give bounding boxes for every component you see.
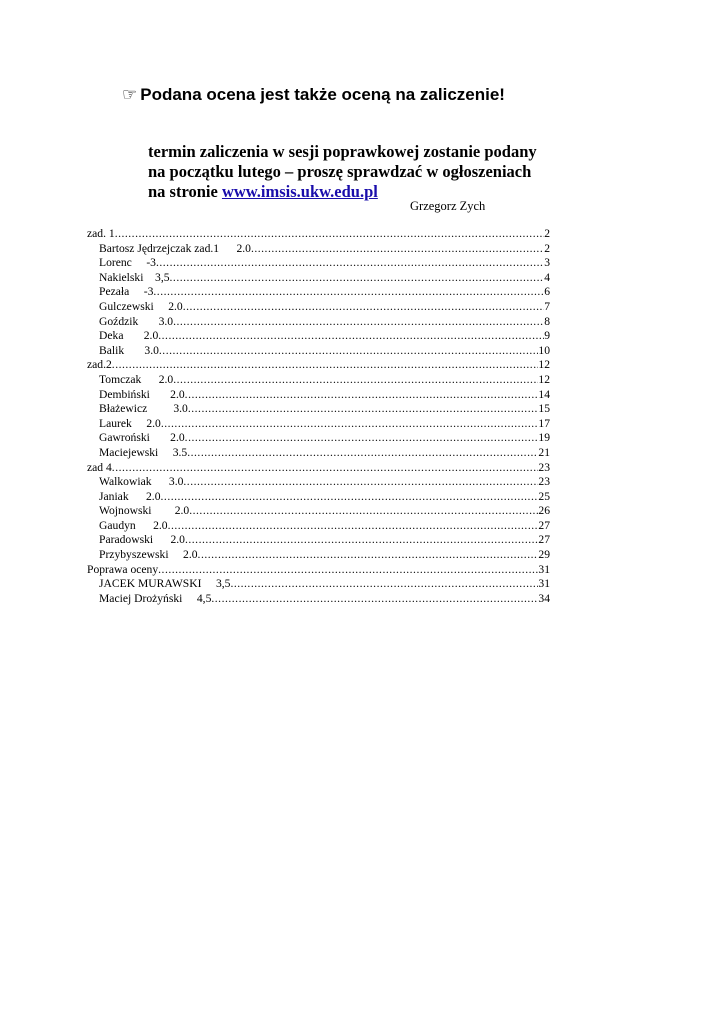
toc-entry-label: zad.2 xyxy=(87,358,112,372)
toc-page-number: 4 xyxy=(544,270,550,284)
toc-entry-label: Balik 3.0 xyxy=(99,343,159,357)
toc-entry-label: Lorenc -3 xyxy=(99,256,156,270)
toc-leader-dots xyxy=(158,563,538,578)
toc-page-number: 15 xyxy=(538,402,550,416)
toc-section[interactable] xyxy=(87,563,550,578)
toc-leader-dots xyxy=(168,519,539,534)
notice-line-2: na początku lutego – proszę sprawdzać w ogłoszeniach xyxy=(148,162,532,181)
toc-entry-label: Tomczak 2.0 xyxy=(99,372,174,386)
toc-entry-label: Bartosz Jędrzejczak zad.1 2.0 xyxy=(99,241,251,255)
toc-entry-label: zad 4 xyxy=(87,460,112,474)
toc-page-number: 27 xyxy=(538,533,550,547)
toc-entry[interactable] xyxy=(87,285,550,300)
toc-entry[interactable] xyxy=(87,504,550,519)
toc-page-number: 12 xyxy=(538,358,550,372)
toc-entry[interactable] xyxy=(87,533,550,548)
toc-entry[interactable] xyxy=(87,256,550,271)
toc-entry-label: Walkowiak 3.0 xyxy=(99,475,184,489)
website-link[interactable]: www.imsis.ukw.edu.pl xyxy=(221,182,378,201)
toc-leader-dots xyxy=(211,592,538,607)
toc-entry[interactable] xyxy=(87,577,550,592)
author-signature: Grzegorz Zych xyxy=(410,199,486,213)
notice-line-3 xyxy=(148,182,588,202)
toc-leader-dots xyxy=(251,242,544,257)
toc-entry-label: Maciej Drożyński 4,5 xyxy=(99,591,212,605)
toc-page-number: 26 xyxy=(538,504,550,518)
toc-entry[interactable] xyxy=(87,242,550,257)
toc-entry-label: Laurek 2.0 xyxy=(99,416,161,430)
toc-entry[interactable] xyxy=(87,373,550,388)
toc-entry-label: Wojnowski 2.0 xyxy=(99,504,190,518)
notice-line-3-prefix: na stronie xyxy=(148,182,222,201)
toc-entry-label: Nakielski 3,5 xyxy=(99,270,170,284)
toc-section[interactable] xyxy=(87,227,550,242)
table-of-contents xyxy=(87,227,550,606)
toc-entry[interactable] xyxy=(87,490,550,505)
toc-page-number: 21 xyxy=(538,445,550,459)
toc-leader-dots xyxy=(173,315,544,330)
toc-page-number: 34 xyxy=(538,591,550,605)
toc-entry-label: Janiak 2.0 xyxy=(99,489,161,503)
toc-leader-dots xyxy=(185,388,539,403)
toc-entry-label: zad. 1 xyxy=(87,227,115,240)
pointing-hand-icon: ☞ xyxy=(122,85,138,104)
toc-leader-dots xyxy=(158,329,544,344)
toc-leader-dots xyxy=(170,271,545,286)
toc-entry-label: Gawroński 2.0 xyxy=(99,431,185,445)
toc-leader-dots xyxy=(161,490,539,505)
toc-entry-label: Poprawa oceny xyxy=(87,562,159,576)
toc-page-number: 2 xyxy=(544,241,550,255)
toc-entry-label: Błażewicz 3.0 xyxy=(99,402,188,416)
toc-entry[interactable] xyxy=(87,592,550,607)
toc-page-number: 10 xyxy=(538,343,550,357)
toc-page-number: 31 xyxy=(538,577,550,591)
toc-page-number: 23 xyxy=(538,475,550,489)
toc-entry[interactable] xyxy=(87,475,550,490)
toc-page-number: 14 xyxy=(538,387,550,401)
toc-leader-dots xyxy=(115,227,545,242)
toc-entry[interactable] xyxy=(87,431,550,446)
toc-page-number: 25 xyxy=(538,489,550,503)
toc-leader-dots xyxy=(185,431,539,446)
toc-entry[interactable] xyxy=(87,344,550,359)
announcement-heading xyxy=(122,85,682,105)
toc-entry-label: JACEK MURAWSKI 3,5 xyxy=(99,577,231,591)
toc-entry[interactable] xyxy=(87,329,550,344)
toc-entry[interactable] xyxy=(87,417,550,432)
toc-entry[interactable] xyxy=(87,315,550,330)
toc-page-number: 2 xyxy=(544,227,550,240)
toc-leader-dots xyxy=(185,533,538,548)
toc-entry-label: Goździk 3.0 xyxy=(99,314,174,328)
toc-entry[interactable] xyxy=(87,519,550,534)
toc-entry[interactable] xyxy=(87,388,550,403)
toc-leader-dots xyxy=(112,358,539,373)
toc-page-number: 29 xyxy=(538,548,550,562)
toc-leader-dots xyxy=(159,344,539,359)
toc-leader-dots xyxy=(230,577,538,592)
toc-entry[interactable] xyxy=(87,300,550,315)
toc-leader-dots xyxy=(198,548,539,563)
toc-entry-label: Gaudyn 2.0 xyxy=(99,518,168,532)
toc-page-number: 12 xyxy=(538,372,550,386)
toc-page-number: 6 xyxy=(544,285,550,299)
toc-entry[interactable] xyxy=(87,548,550,563)
toc-entry-label: Maciejewski 3.5 xyxy=(99,445,188,459)
toc-leader-dots xyxy=(173,373,538,388)
toc-section[interactable] xyxy=(87,461,550,476)
toc-leader-dots xyxy=(188,402,539,417)
toc-leader-dots xyxy=(156,256,544,271)
toc-section[interactable] xyxy=(87,358,550,373)
toc-page-number: 31 xyxy=(538,562,550,576)
notice-line-1: termin zaliczenia w sesji poprawkowej zostanie podany xyxy=(148,142,537,161)
announcement-text: Podana ocena jest także oceną na zaliczenie! xyxy=(140,85,505,104)
toc-leader-dots xyxy=(187,446,538,461)
toc-page-number: 23 xyxy=(538,460,550,474)
toc-leader-dots xyxy=(112,461,539,476)
toc-leader-dots xyxy=(183,475,538,490)
toc-page-number: 27 xyxy=(538,518,550,532)
toc-entry-label: Przybyszewski 2.0 xyxy=(99,548,198,562)
toc-leader-dots xyxy=(183,300,544,315)
toc-page-number: 9 xyxy=(544,329,550,343)
toc-entry[interactable] xyxy=(87,271,550,286)
toc-entry-label: Pezała -3 xyxy=(99,285,154,299)
toc-entry[interactable] xyxy=(87,402,550,417)
toc-page-number: 7 xyxy=(544,299,550,313)
toc-leader-dots xyxy=(189,504,538,519)
toc-page-number: 19 xyxy=(538,431,550,445)
toc-entry[interactable] xyxy=(87,446,550,461)
toc-leader-dots xyxy=(161,417,539,432)
toc-entry-label: Paradowski 2.0 xyxy=(99,533,185,547)
toc-entry-label: Dembiński 2.0 xyxy=(99,387,185,401)
toc-page-number: 8 xyxy=(544,314,550,328)
toc-entry-label: Gulczewski 2.0 xyxy=(99,299,183,313)
toc-leader-dots xyxy=(153,285,544,300)
exam-notice xyxy=(148,142,588,202)
toc-entry-label: Deka 2.0 xyxy=(99,329,159,343)
toc-page-number: 3 xyxy=(544,256,550,270)
toc-page-number: 17 xyxy=(538,416,550,430)
